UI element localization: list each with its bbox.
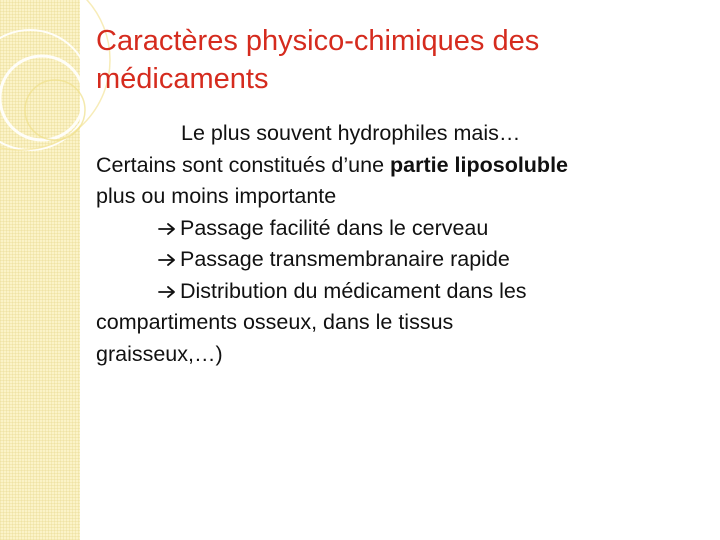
bullet-item-brain xyxy=(96,213,716,245)
intro-line: Le plus souvent hydrophiles mais… xyxy=(181,121,521,145)
title-line-1: Caractères physico-chimiques des xyxy=(96,25,540,57)
slide-body xyxy=(96,118,716,370)
liposoluble-emphasis: partie liposoluble xyxy=(390,152,568,177)
liposoluble-line xyxy=(96,150,716,182)
arrow-right-icon xyxy=(158,285,180,299)
bullet-text: Passage facilité dans le cerveau xyxy=(180,215,489,240)
arrow-right-icon xyxy=(158,253,180,267)
bullet-text: Distribution du médicament dans les xyxy=(180,278,527,303)
continuation-line: compartiments osseux, dans le tissus xyxy=(96,310,454,334)
continuation-line-end: graisseux,…) xyxy=(96,341,223,366)
slide-title xyxy=(96,22,696,98)
liposoluble-text: Certains sont constitués d’une xyxy=(96,152,390,177)
bullet-item-distribution xyxy=(96,276,716,308)
importance-line: plus ou moins importante xyxy=(96,184,337,208)
arrow-right-icon xyxy=(158,222,180,236)
bullet-text: Passage transmembranaire rapide xyxy=(180,247,510,271)
title-line-2: médicaments xyxy=(96,63,269,95)
bullet-item-membrane xyxy=(96,244,716,276)
